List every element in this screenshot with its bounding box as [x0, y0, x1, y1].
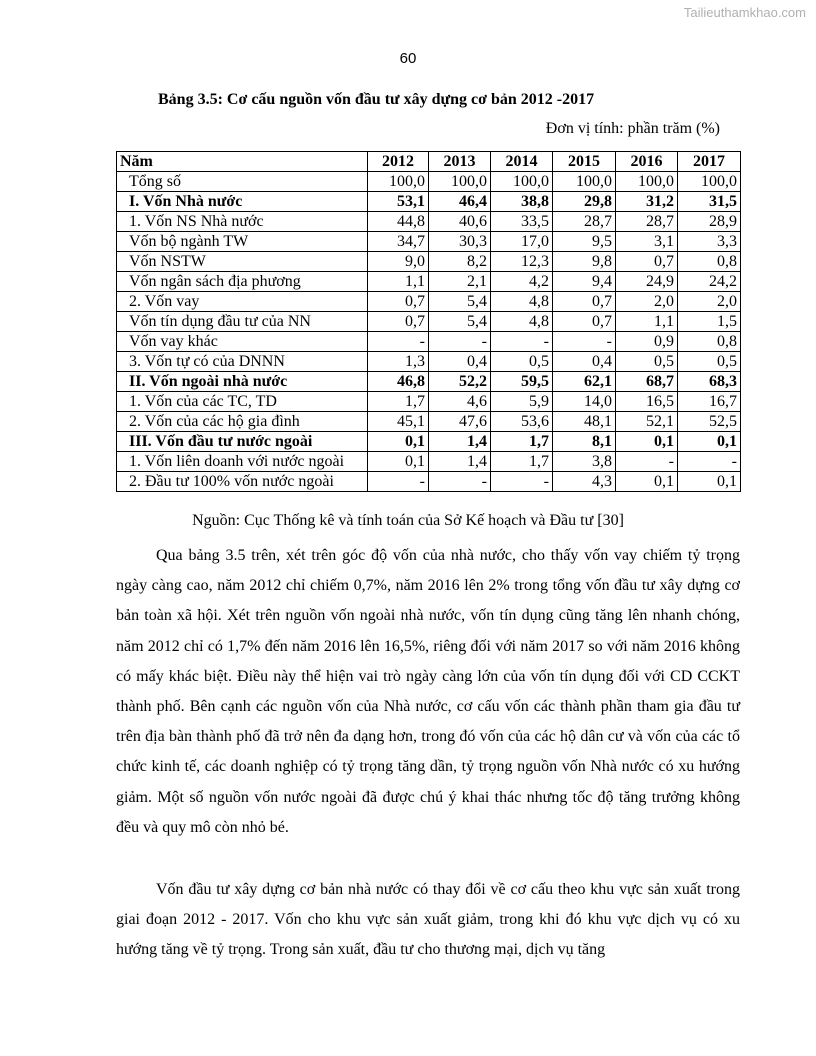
- table-title: Bảng 3.5: Cơ cấu nguồn vốn đầu tư xây dựng cơ bản 2012 -2017: [158, 91, 595, 108]
- cell-value: 24,9: [616, 272, 678, 292]
- row-label: Vốn tín dụng đầu tư của NN: [117, 312, 368, 332]
- col-header: 2017: [678, 152, 741, 172]
- cell-value: 0,7: [553, 292, 616, 312]
- data-table: [116, 151, 741, 492]
- cell-value: 100,0: [368, 172, 429, 192]
- cell-value: 46,8: [368, 372, 429, 392]
- col-header: 2015: [553, 152, 616, 172]
- cell-value: 53,6: [491, 412, 553, 432]
- table-row: [117, 272, 741, 292]
- row-label: Vốn vay khác: [117, 332, 368, 352]
- cell-value: -: [368, 472, 429, 492]
- cell-value: 0,7: [616, 252, 678, 272]
- cell-value: 0,1: [678, 432, 741, 452]
- cell-value: 45,1: [368, 412, 429, 432]
- cell-value: 0,5: [491, 352, 553, 372]
- row-label: 2. Vốn vay: [117, 292, 368, 312]
- cell-value: -: [553, 332, 616, 352]
- cell-value: 59,5: [491, 372, 553, 392]
- cell-value: 9,4: [553, 272, 616, 292]
- col-header: 2014: [491, 152, 553, 172]
- table-row: [117, 232, 741, 252]
- cell-value: 1,7: [368, 392, 429, 412]
- cell-value: 1,4: [429, 452, 491, 472]
- cell-value: -: [429, 332, 491, 352]
- cell-value: 0,4: [429, 352, 491, 372]
- col-header: 2012: [368, 152, 429, 172]
- cell-value: 0,1: [368, 432, 429, 452]
- row-label: 3. Vốn tự có của DNNN: [117, 352, 368, 372]
- cell-value: 1,5: [678, 312, 741, 332]
- cell-value: 38,8: [491, 192, 553, 212]
- cell-value: 2,0: [616, 292, 678, 312]
- cell-value: 28,9: [678, 212, 741, 232]
- cell-value: 8,2: [429, 252, 491, 272]
- cell-value: 100,0: [429, 172, 491, 192]
- cell-value: -: [491, 472, 553, 492]
- cell-value: 48,1: [553, 412, 616, 432]
- table-row: [117, 412, 741, 432]
- cell-value: 0,8: [678, 332, 741, 352]
- cell-value: 4,8: [491, 312, 553, 332]
- cell-value: 0,7: [368, 312, 429, 332]
- cell-value: 5,9: [491, 392, 553, 412]
- row-label: 2. Vốn của các hộ gia đình: [117, 412, 368, 432]
- cell-value: 0,5: [678, 352, 741, 372]
- table-row: [117, 432, 741, 452]
- table-row: [117, 472, 741, 492]
- body-paragraph: Vốn đầu tư xây dựng cơ bản nhà nước có thay đổi về cơ cấu theo khu vực sản xuất trong giai đoạn 2012 - 2017. Vốn cho khu vực sản xuất giảm, trong khi đó khu vực dịch vụ có xu hướng tăng về tỷ trọng. Trong sản xuất, đầu tư cho thương mại, dịch vụ tăng: [116, 881, 740, 959]
- cell-value: 16,7: [678, 392, 741, 412]
- row-label: 1. Vốn của các TC, TD: [117, 392, 368, 412]
- cell-value: -: [368, 332, 429, 352]
- watermark-text: Tailieuthamkhao.com: [683, 5, 806, 20]
- cell-value: 29,8: [553, 192, 616, 212]
- cell-value: 100,0: [678, 172, 741, 192]
- page-number: 60: [399, 50, 417, 67]
- cell-value: 44,8: [368, 212, 429, 232]
- table-row: [117, 312, 741, 332]
- cell-value: 0,8: [678, 252, 741, 272]
- cell-value: 28,7: [616, 212, 678, 232]
- cell-value: 2,0: [678, 292, 741, 312]
- cell-value: 4,2: [491, 272, 553, 292]
- cell-value: 14,0: [553, 392, 616, 412]
- body-paragraph: Qua bảng 3.5 trên, xét trên góc độ vốn của nhà nước, cho thấy vốn vay chiếm tỷ trọng ngày càng cao, năm 2012 chỉ chiếm 0,7%, năm 2016 lên 2% trong tổng vốn đầu tư xây dựng cơ bản toàn xã hội. Xét trên nguồn vốn ngoài nhà nước, vốn tín dụng cũng tăng lên nhanh chóng, năm 2012 chỉ có 1,7% đến năm 2016 lên 16,5%, riêng đối với năm 2017 so với năm 2016 không có mấy khác biệt. Điều này thể hiện vai trò ngày càng lớn của vốn tín dụng đối với CD CCKT thành phố. Bên cạnh các nguồn vốn của Nhà nước, cơ cấu vốn các thành phần tham gia đầu tư trên địa bàn thành phố đã trở nên đa dạng hơn, trong đó vốn của các hộ dân cư và vốn của các tổ chức kinh tế, các doanh nghiệp có tỷ trọng tăng dần, tỷ trọng nguồn vốn Nhà nước có xu hướng giảm. Một số nguồn vốn nước ngoài đã được chú ý khai thác nhưng tốc độ tăng trưởng không đều và quy mô còn nhỏ bé.: [116, 547, 740, 836]
- cell-value: 52,2: [429, 372, 491, 392]
- col-header: 2013: [429, 152, 491, 172]
- cell-value: 0,1: [678, 472, 741, 492]
- row-label: Vốn ngân sách địa phương: [117, 272, 368, 292]
- cell-value: 24,2: [678, 272, 741, 292]
- cell-value: 12,3: [491, 252, 553, 272]
- cell-value: 3,1: [616, 232, 678, 252]
- cell-value: 100,0: [616, 172, 678, 192]
- cell-value: 4,6: [429, 392, 491, 412]
- cell-value: -: [616, 452, 678, 472]
- cell-value: -: [491, 332, 553, 352]
- table-row: [117, 212, 741, 232]
- cell-value: 8,1: [553, 432, 616, 452]
- cell-value: 3,3: [678, 232, 741, 252]
- table-row: [117, 452, 741, 472]
- cell-value: -: [429, 472, 491, 492]
- cell-value: 2,1: [429, 272, 491, 292]
- cell-value: 1,1: [368, 272, 429, 292]
- cell-value: 0,4: [553, 352, 616, 372]
- table-row: [117, 292, 741, 312]
- cell-value: 34,7: [368, 232, 429, 252]
- cell-value: 1,7: [491, 432, 553, 452]
- cell-value: 62,1: [553, 372, 616, 392]
- cell-value: 3,8: [553, 452, 616, 472]
- row-label: Tổng số: [117, 172, 368, 192]
- cell-value: 4,8: [491, 292, 553, 312]
- cell-value: 53,1: [368, 192, 429, 212]
- table-row: [117, 192, 741, 212]
- cell-value: 46,4: [429, 192, 491, 212]
- row-label: 2. Đầu tư 100% vốn nước ngoài: [117, 472, 368, 492]
- table-row: [117, 372, 741, 392]
- cell-value: 4,3: [553, 472, 616, 492]
- cell-value: 100,0: [553, 172, 616, 192]
- table-row: [117, 392, 741, 412]
- cell-value: 68,7: [616, 372, 678, 392]
- row-label: 1. Vốn NS Nhà nước: [117, 212, 368, 232]
- table-row: [117, 332, 741, 352]
- cell-value: 33,5: [491, 212, 553, 232]
- cell-value: 5,4: [429, 292, 491, 312]
- cell-value: 9,8: [553, 252, 616, 272]
- cell-value: 1,1: [616, 312, 678, 332]
- source-note: Nguồn: Cục Thống kê và tính toán của Sở Kế hoạch và Đầu tư [30]: [192, 512, 624, 529]
- cell-value: -: [678, 452, 741, 472]
- cell-value: 0,9: [616, 332, 678, 352]
- row-label: II. Vốn ngoài nhà nước: [117, 372, 368, 392]
- row-label: III. Vốn đầu tư nước ngoài: [117, 432, 368, 452]
- cell-value: 40,6: [429, 212, 491, 232]
- row-label: Vốn bộ ngành TW: [117, 232, 368, 252]
- unit-note: Đơn vị tính: phần trăm (%): [545, 120, 720, 137]
- cell-value: 0,7: [368, 292, 429, 312]
- col-header-year: Năm: [117, 152, 368, 172]
- cell-value: 68,3: [678, 372, 741, 392]
- cell-value: 31,5: [678, 192, 741, 212]
- cell-value: 1,7: [491, 452, 553, 472]
- cell-value: 0,1: [616, 432, 678, 452]
- cell-value: 0,1: [368, 452, 429, 472]
- cell-value: 30,3: [429, 232, 491, 252]
- cell-value: 52,5: [678, 412, 741, 432]
- cell-value: 47,6: [429, 412, 491, 432]
- table-row: [117, 252, 741, 272]
- cell-value: 9,0: [368, 252, 429, 272]
- table-row: [117, 352, 741, 372]
- cell-value: 52,1: [616, 412, 678, 432]
- row-label: I. Vốn Nhà nước: [117, 192, 368, 212]
- cell-value: 1,3: [368, 352, 429, 372]
- cell-value: 1,4: [429, 432, 491, 452]
- cell-value: 17,0: [491, 232, 553, 252]
- cell-value: 0,5: [616, 352, 678, 372]
- cell-value: 0,7: [553, 312, 616, 332]
- row-label: 1. Vốn liên doanh với nước ngoài: [117, 452, 368, 472]
- row-label: Vốn NSTW: [117, 252, 368, 272]
- col-header: 2016: [616, 152, 678, 172]
- cell-value: 9,5: [553, 232, 616, 252]
- cell-value: 16,5: [616, 392, 678, 412]
- cell-value: 28,7: [553, 212, 616, 232]
- cell-value: 31,2: [616, 192, 678, 212]
- table-row: [117, 172, 741, 192]
- cell-value: 100,0: [491, 172, 553, 192]
- cell-value: 5,4: [429, 312, 491, 332]
- cell-value: 0,1: [616, 472, 678, 492]
- table-header-row: [117, 152, 741, 172]
